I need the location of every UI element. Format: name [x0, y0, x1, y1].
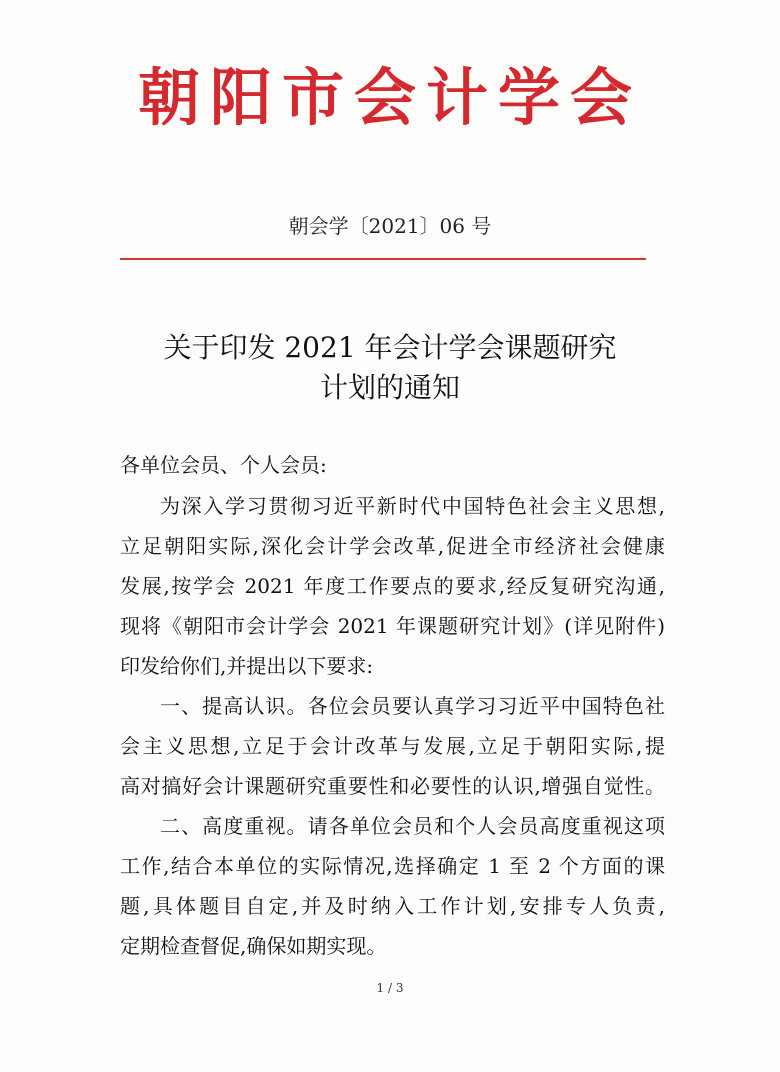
body-line: 高对搞好会计课题研究重要性和必要性的认识,增强自觉性。: [120, 774, 665, 798]
body-line: 现将《朝阳市会计学会 2021 年课题研究计划》(详见附件): [120, 614, 665, 638]
body-line: 题,具体题目自定,并及时纳入工作计划,安排专人负责,: [120, 894, 665, 918]
body-line: 发展,按学会 2021 年度工作要点的要求,经反复研究沟通,: [120, 574, 665, 598]
red-divider-line: [120, 258, 646, 260]
body-line: 一、提高认识。各位会员要认真学习习近平中国特色社: [160, 694, 665, 718]
body-line: 立足朝阳实际,深化会计学会改革,促进全市经济社会健康: [120, 534, 665, 558]
body-line: 为深入学习贯彻习近平新时代中国特色社会主义思想,: [160, 494, 665, 518]
document-title: [0, 328, 780, 408]
title-line-2: 计划的通知: [319, 371, 460, 404]
document-body: [120, 486, 665, 966]
page-number: 1 / 3: [376, 981, 404, 995]
body-line: 工作,结合本单位的实际情况,选择确定 1 至 2 个方面的课: [120, 854, 665, 878]
salutation: 各单位会员、个人会员:: [120, 453, 327, 477]
body-line: 定期检查督促,确保如期实现。: [120, 934, 387, 958]
organization-header: 朝阳市会计学会: [137, 61, 642, 134]
body-line: 会主义思想,立足于会计改革与发展,立足于朝阳实际,提: [120, 734, 665, 758]
title-line-1: 关于印发 2021 年会计学会课题研究: [163, 331, 617, 364]
document-number: 朝会学〔2021〕06 号: [288, 214, 492, 238]
body-line: 印发给你们,并提出以下要求:: [120, 654, 374, 678]
body-line: 二、高度重视。请各单位会员和个人会员高度重视这项: [160, 814, 665, 838]
